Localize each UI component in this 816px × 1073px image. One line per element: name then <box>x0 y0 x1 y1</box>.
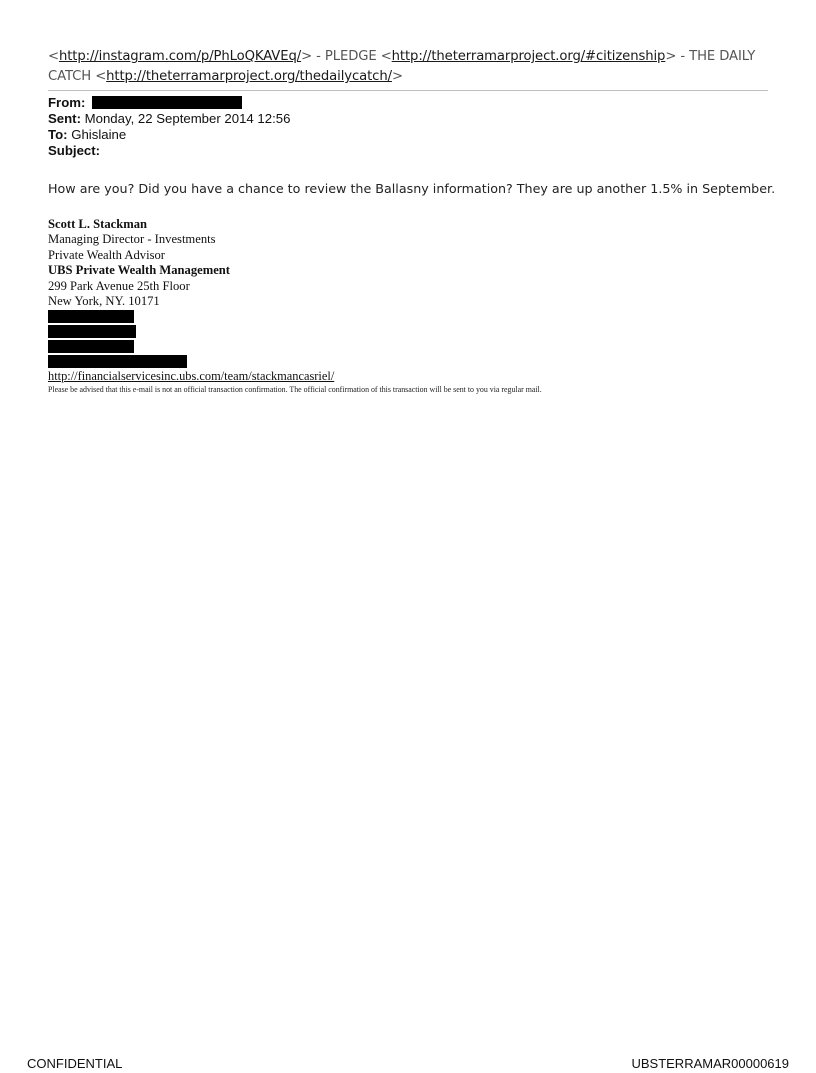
redaction-block <box>48 325 136 338</box>
to-label: To: <box>48 127 68 142</box>
email-header <box>48 95 290 159</box>
from-redaction <box>92 96 242 109</box>
to-value: Ghislaine <box>71 127 127 142</box>
redaction-block <box>48 355 187 368</box>
daily-catch-separator: - THE DAILY CATCH < <box>48 49 756 84</box>
instagram-link[interactable]: http://instagram.com/p/PhLoQKAVEq/ <box>58 49 302 64</box>
redaction-block <box>48 310 134 323</box>
subject-row <box>48 143 290 159</box>
team-page-link[interactable]: http://financialservicesinc.ubs.com/team/stackmancasriel/ <box>48 369 335 383</box>
link-bracket-close: > <box>391 69 403 84</box>
sent-label: Sent: <box>48 111 81 126</box>
redaction-block <box>48 340 134 353</box>
sent-value: Monday, 22 September 2014 12:56 <box>84 111 291 126</box>
signature-company: UBS Private Wealth Management <box>48 263 231 278</box>
from-row <box>48 95 290 111</box>
daily-catch-link[interactable]: http://theterramarproject.org/thedailycatch/ <box>106 69 392 84</box>
signature-block <box>48 217 230 309</box>
signature-role: Private Wealth Advisor <box>48 247 165 262</box>
header-divider <box>48 90 768 91</box>
signature-title: Managing Director - Investments <box>48 232 216 247</box>
link-bracket-close: > <box>301 49 313 64</box>
from-label: From: <box>48 95 86 110</box>
signature-address-line1: 299 Park Avenue 25th Floor <box>48 278 190 293</box>
signature-name: Scott L. Stackman <box>48 217 148 231</box>
message-body: How are you? Did you have a chance to review the Ballasny information? They are up another 1.5% in September. <box>48 181 776 196</box>
confidential-label: CONFIDENTIAL <box>27 1056 123 1071</box>
to-row <box>48 127 290 143</box>
transaction-disclaimer: Please be advised that this e-mail is not an official transaction confirmation. The official confirmation of this transaction will be sent to you via regular mail. <box>48 385 542 394</box>
link-bracket-close: > <box>665 49 677 64</box>
subject-label: Subject: <box>48 143 101 158</box>
bates-number: UBSTERRAMAR00000619 <box>631 1056 789 1071</box>
citizenship-link[interactable]: http://theterramarproject.org/#citizenship <box>391 49 666 64</box>
forwarded-links <box>48 47 778 87</box>
pledge-separator: - PLEDGE < <box>312 49 392 64</box>
link-bracket-open: < <box>48 49 59 64</box>
signature-address-line2: New York, NY. 10171 <box>48 294 160 309</box>
sent-row <box>48 111 290 127</box>
